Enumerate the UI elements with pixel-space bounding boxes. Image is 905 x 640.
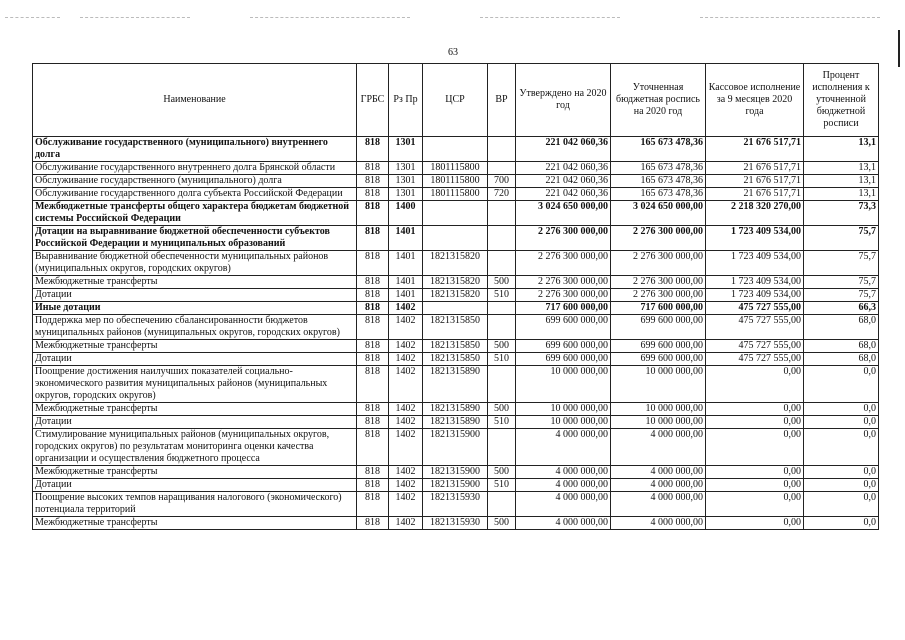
cell-csr: 1821315820	[423, 276, 488, 289]
cell-csr: 1801115800	[423, 162, 488, 175]
cell-rzpr: 1301	[389, 137, 423, 162]
cell-refined: 10 000 000,00	[611, 416, 706, 429]
cell-rzpr: 1402	[389, 429, 423, 466]
cell-percent: 13,1	[804, 188, 879, 201]
cell-cash: 475 727 555,00	[706, 353, 804, 366]
cell-approved: 2 276 300 000,00	[516, 226, 611, 251]
cell-cash: 0,00	[706, 416, 804, 429]
cell-rzpr: 1401	[389, 226, 423, 251]
header-rzpr: Рз Пр	[389, 64, 423, 137]
cell-csr: 1821315890	[423, 403, 488, 416]
cell-approved: 10 000 000,00	[516, 403, 611, 416]
cell-vr: 510	[488, 353, 516, 366]
cell-percent: 68,0	[804, 340, 879, 353]
cell-refined: 165 673 478,36	[611, 162, 706, 175]
cell-vr	[488, 366, 516, 403]
cell-percent: 0,0	[804, 466, 879, 479]
cell-rzpr: 1402	[389, 366, 423, 403]
cell-rzpr: 1402	[389, 492, 423, 517]
cell-cash: 0,00	[706, 429, 804, 466]
table-row	[33, 188, 879, 201]
cell-grbs: 818	[357, 315, 389, 340]
budget-table	[32, 63, 879, 530]
cell-grbs: 818	[357, 302, 389, 315]
cell-cash: 21 676 517,71	[706, 137, 804, 162]
cell-vr: 510	[488, 289, 516, 302]
cell-refined: 165 673 478,36	[611, 188, 706, 201]
cell-rzpr: 1402	[389, 353, 423, 366]
cell-csr: 1821315890	[423, 366, 488, 403]
cell-grbs: 818	[357, 429, 389, 466]
cell-cash: 475 727 555,00	[706, 315, 804, 340]
cell-cash: 21 676 517,71	[706, 162, 804, 175]
cell-percent: 13,1	[804, 175, 879, 188]
cell-rzpr: 1301	[389, 175, 423, 188]
cell-approved: 3 024 650 000,00	[516, 201, 611, 226]
cell-csr	[423, 302, 488, 315]
cell-csr	[423, 201, 488, 226]
cell-percent: 75,7	[804, 289, 879, 302]
header-csr: ЦСР	[423, 64, 488, 137]
cell-name: Межбюджетные трансферты	[33, 517, 357, 530]
cell-vr	[488, 315, 516, 340]
cell-vr: 500	[488, 517, 516, 530]
cell-rzpr: 1402	[389, 403, 423, 416]
cell-rzpr: 1400	[389, 201, 423, 226]
cell-csr	[423, 226, 488, 251]
cell-cash: 2 218 320 270,00	[706, 201, 804, 226]
cell-vr	[488, 201, 516, 226]
table-row	[33, 416, 879, 429]
table-row	[33, 289, 879, 302]
table-header-row	[33, 64, 879, 137]
table-row	[33, 403, 879, 416]
cell-grbs: 818	[357, 175, 389, 188]
table-row	[33, 466, 879, 479]
cell-approved: 10 000 000,00	[516, 366, 611, 403]
cell-grbs: 818	[357, 289, 389, 302]
cell-approved: 4 000 000,00	[516, 479, 611, 492]
header-approved: Утверждено на 2020 год	[516, 64, 611, 137]
table-row	[33, 366, 879, 403]
cell-refined: 2 276 300 000,00	[611, 289, 706, 302]
table-row	[33, 276, 879, 289]
scan-noise-top	[5, 17, 60, 18]
cell-csr: 1821315900	[423, 466, 488, 479]
cell-grbs: 818	[357, 201, 389, 226]
cell-vr: 510	[488, 479, 516, 492]
cell-grbs: 818	[357, 492, 389, 517]
table-row	[33, 340, 879, 353]
cell-vr: 500	[488, 340, 516, 353]
table-row	[33, 492, 879, 517]
cell-grbs: 818	[357, 416, 389, 429]
cell-grbs: 818	[357, 340, 389, 353]
cell-name: Дотации	[33, 353, 357, 366]
cell-refined: 4 000 000,00	[611, 479, 706, 492]
cell-approved: 221 042 060,36	[516, 162, 611, 175]
table-row	[33, 315, 879, 340]
cell-refined: 4 000 000,00	[611, 429, 706, 466]
cell-grbs: 818	[357, 188, 389, 201]
table-row	[33, 517, 879, 530]
cell-cash: 1 723 409 534,00	[706, 251, 804, 276]
cell-cash: 0,00	[706, 517, 804, 530]
table-row	[33, 162, 879, 175]
cell-percent: 0,0	[804, 403, 879, 416]
cell-csr: 1821315850	[423, 353, 488, 366]
cell-refined: 4 000 000,00	[611, 466, 706, 479]
cell-refined: 699 600 000,00	[611, 315, 706, 340]
scan-noise-top	[250, 17, 410, 18]
cell-name: Обслуживание государственного внутреннего долга Брянской области	[33, 162, 357, 175]
cell-name: Обслуживание государственного (муниципального) внутреннего долга	[33, 137, 357, 162]
cell-vr	[488, 429, 516, 466]
cell-name: Поощрение достижения наилучших показателей социально-экономического развития муниципальных районов (муниципальных округов, городских округов)	[33, 366, 357, 403]
cell-refined: 699 600 000,00	[611, 353, 706, 366]
cell-vr: 700	[488, 175, 516, 188]
cell-csr: 1821315930	[423, 517, 488, 530]
cell-vr	[488, 137, 516, 162]
cell-vr	[488, 251, 516, 276]
table-row	[33, 251, 879, 276]
cell-rzpr: 1402	[389, 315, 423, 340]
scan-edge-mark	[898, 30, 900, 67]
cell-approved: 4 000 000,00	[516, 466, 611, 479]
cell-percent: 75,7	[804, 276, 879, 289]
cell-grbs: 818	[357, 353, 389, 366]
cell-approved: 2 276 300 000,00	[516, 276, 611, 289]
cell-name: Дотации на выравнивание бюджетной обеспеченности субъектов Российской Федерации и муниципальных образований	[33, 226, 357, 251]
cell-grbs: 818	[357, 137, 389, 162]
header-grbs: ГРБС	[357, 64, 389, 137]
cell-approved: 4 000 000,00	[516, 429, 611, 466]
cell-cash: 0,00	[706, 492, 804, 517]
cell-name: Иные дотации	[33, 302, 357, 315]
cell-rzpr: 1301	[389, 188, 423, 201]
cell-approved: 221 042 060,36	[516, 175, 611, 188]
cell-refined: 4 000 000,00	[611, 492, 706, 517]
cell-cash: 0,00	[706, 466, 804, 479]
cell-cash: 475 727 555,00	[706, 302, 804, 315]
cell-cash: 475 727 555,00	[706, 340, 804, 353]
cell-csr: 1821315890	[423, 416, 488, 429]
cell-cash: 1 723 409 534,00	[706, 226, 804, 251]
page-number: 63	[448, 47, 458, 58]
cell-percent: 0,0	[804, 479, 879, 492]
cell-grbs: 818	[357, 403, 389, 416]
header-refined: Уточненная бюджетная роспись на 2020 год	[611, 64, 706, 137]
cell-approved: 699 600 000,00	[516, 353, 611, 366]
cell-approved: 221 042 060,36	[516, 137, 611, 162]
table-row	[33, 226, 879, 251]
table-row	[33, 479, 879, 492]
cell-grbs: 818	[357, 517, 389, 530]
cell-approved: 699 600 000,00	[516, 315, 611, 340]
cell-name: Поддержка мер по обеспечению сбалансированности бюджетов муниципальных районов (муниципальных округов, городских округов)	[33, 315, 357, 340]
cell-percent: 75,7	[804, 251, 879, 276]
cell-name: Поощрение высоких темпов наращивания налогового (экономического) потенциала территорий	[33, 492, 357, 517]
cell-vr: 500	[488, 403, 516, 416]
cell-percent: 75,7	[804, 226, 879, 251]
cell-percent: 13,1	[804, 162, 879, 175]
cell-rzpr: 1402	[389, 416, 423, 429]
cell-name: Межбюджетные трансферты	[33, 466, 357, 479]
cell-rzpr: 1402	[389, 466, 423, 479]
cell-percent: 0,0	[804, 366, 879, 403]
cell-refined: 699 600 000,00	[611, 340, 706, 353]
cell-vr	[488, 492, 516, 517]
cell-vr: 500	[488, 466, 516, 479]
cell-grbs: 818	[357, 466, 389, 479]
header-name: Наименование	[33, 64, 357, 137]
cell-percent: 0,0	[804, 517, 879, 530]
cell-percent: 73,3	[804, 201, 879, 226]
cell-rzpr: 1402	[389, 479, 423, 492]
cell-cash: 21 676 517,71	[706, 188, 804, 201]
cell-cash: 0,00	[706, 403, 804, 416]
cell-name: Дотации	[33, 416, 357, 429]
cell-cash: 21 676 517,71	[706, 175, 804, 188]
cell-csr: 1821315850	[423, 315, 488, 340]
cell-csr: 1821315900	[423, 429, 488, 466]
cell-refined: 165 673 478,36	[611, 175, 706, 188]
cell-cash: 0,00	[706, 479, 804, 492]
cell-rzpr: 1402	[389, 340, 423, 353]
cell-refined: 2 276 300 000,00	[611, 226, 706, 251]
cell-approved: 699 600 000,00	[516, 340, 611, 353]
cell-refined: 4 000 000,00	[611, 517, 706, 530]
cell-name: Выравнивание бюджетной обеспеченности муниципальных районов (муниципальных округов, городских округов)	[33, 251, 357, 276]
cell-approved: 4 000 000,00	[516, 517, 611, 530]
cell-csr: 1821315850	[423, 340, 488, 353]
cell-vr	[488, 162, 516, 175]
cell-csr: 1801115800	[423, 175, 488, 188]
cell-name: Обслуживание государственного (муниципального) долга	[33, 175, 357, 188]
scan-noise-top	[700, 17, 880, 18]
cell-grbs: 818	[357, 479, 389, 492]
cell-refined: 2 276 300 000,00	[611, 251, 706, 276]
cell-percent: 68,0	[804, 353, 879, 366]
cell-grbs: 818	[357, 226, 389, 251]
cell-percent: 0,0	[804, 492, 879, 517]
cell-grbs: 818	[357, 251, 389, 276]
cell-cash: 1 723 409 534,00	[706, 289, 804, 302]
cell-refined: 165 673 478,36	[611, 137, 706, 162]
cell-percent: 13,1	[804, 137, 879, 162]
cell-name: Межбюджетные трансферты	[33, 276, 357, 289]
cell-percent: 0,0	[804, 416, 879, 429]
cell-name: Межбюджетные трансферты	[33, 403, 357, 416]
header-cash: Кассовое исполнение за 9 месяцев 2020 года	[706, 64, 804, 137]
cell-csr	[423, 137, 488, 162]
cell-approved: 4 000 000,00	[516, 492, 611, 517]
cell-grbs: 818	[357, 162, 389, 175]
cell-grbs: 818	[357, 366, 389, 403]
cell-rzpr: 1402	[389, 517, 423, 530]
cell-vr: 720	[488, 188, 516, 201]
header-vr: ВР	[488, 64, 516, 137]
cell-name: Стимулирование муниципальных районов (муниципальных округов, городских округов) по результатам мониторинга оценки качества организации и осуществления бюджетного процесса	[33, 429, 357, 466]
header-percent: Процент исполнения к уточненной бюджетной росписи	[804, 64, 879, 137]
cell-name: Обслуживание государственного долга субъекта Российской Федерации	[33, 188, 357, 201]
cell-csr: 1821315820	[423, 289, 488, 302]
cell-approved: 2 276 300 000,00	[516, 251, 611, 276]
cell-vr: 510	[488, 416, 516, 429]
cell-approved: 10 000 000,00	[516, 416, 611, 429]
cell-name: Дотации	[33, 479, 357, 492]
table-row	[33, 429, 879, 466]
cell-rzpr: 1401	[389, 276, 423, 289]
cell-approved: 221 042 060,36	[516, 188, 611, 201]
cell-cash: 0,00	[706, 366, 804, 403]
table-row	[33, 201, 879, 226]
cell-rzpr: 1401	[389, 251, 423, 276]
cell-percent: 66,3	[804, 302, 879, 315]
cell-name: Дотации	[33, 289, 357, 302]
cell-vr	[488, 302, 516, 315]
cell-csr: 1821315900	[423, 479, 488, 492]
cell-rzpr: 1301	[389, 162, 423, 175]
cell-refined: 2 276 300 000,00	[611, 276, 706, 289]
cell-vr	[488, 226, 516, 251]
cell-csr: 1801115800	[423, 188, 488, 201]
cell-refined: 10 000 000,00	[611, 366, 706, 403]
scan-noise-top	[80, 17, 190, 18]
cell-percent: 68,0	[804, 315, 879, 340]
scan-noise-top	[480, 17, 620, 18]
cell-rzpr: 1401	[389, 289, 423, 302]
cell-name: Межбюджетные трансферты общего характера бюджетам бюджетной системы Российской Федерации	[33, 201, 357, 226]
cell-rzpr: 1402	[389, 302, 423, 315]
cell-csr: 1821315930	[423, 492, 488, 517]
cell-grbs: 818	[357, 276, 389, 289]
table-row	[33, 353, 879, 366]
table-row	[33, 175, 879, 188]
cell-percent: 0,0	[804, 429, 879, 466]
table-row	[33, 137, 879, 162]
cell-refined: 10 000 000,00	[611, 403, 706, 416]
cell-refined: 717 600 000,00	[611, 302, 706, 315]
cell-refined: 3 024 650 000,00	[611, 201, 706, 226]
table-row	[33, 302, 879, 315]
cell-approved: 717 600 000,00	[516, 302, 611, 315]
cell-approved: 2 276 300 000,00	[516, 289, 611, 302]
cell-vr: 500	[488, 276, 516, 289]
cell-cash: 1 723 409 534,00	[706, 276, 804, 289]
cell-csr: 1821315820	[423, 251, 488, 276]
cell-name: Межбюджетные трансферты	[33, 340, 357, 353]
